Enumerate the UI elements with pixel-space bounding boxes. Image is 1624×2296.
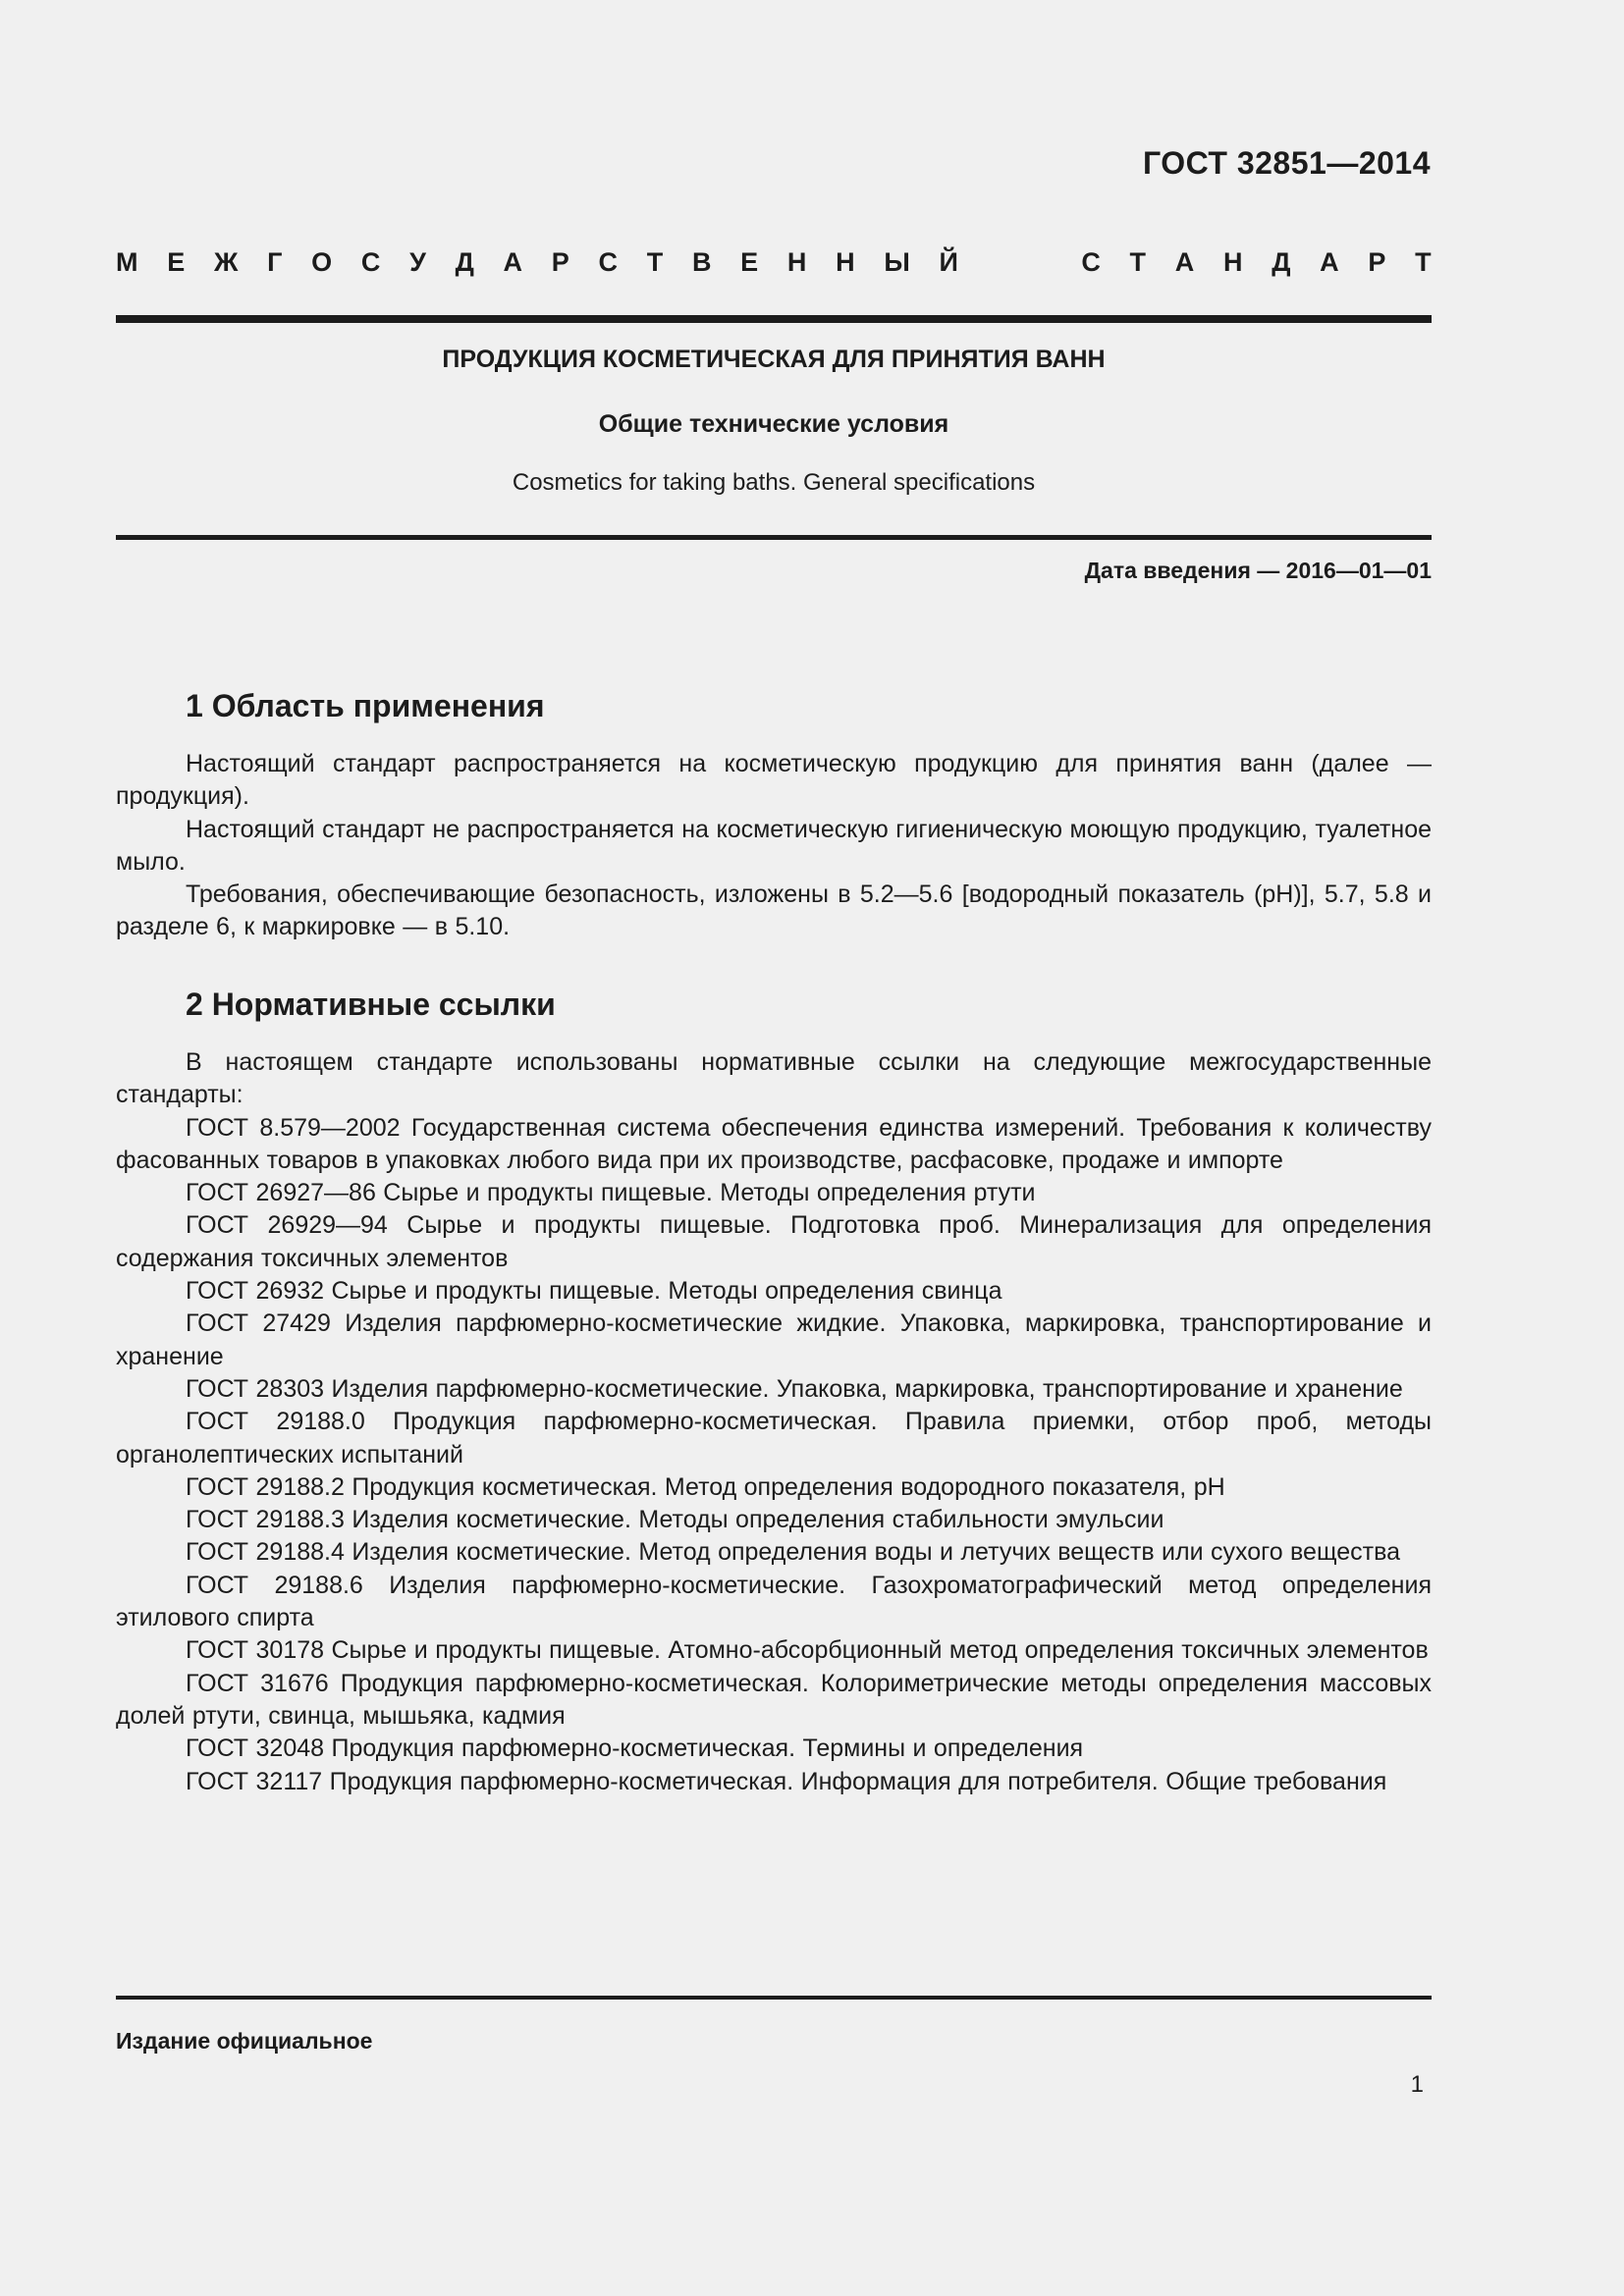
reference-item: ГОСТ 28303 Изделия парфюмерно-косметические. Упаковка, маркировка, транспортирование и хранение xyxy=(186,1374,1403,1403)
reference-item: ГОСТ 26929—94 Сырье и продукты пищевые. Подготовка проб. Минерализация для определения содержания токсичных элементов xyxy=(116,1211,1432,1272)
official-edition-note: Издание официальное xyxy=(116,2028,373,2054)
letter: О xyxy=(311,247,333,277)
title-divider xyxy=(116,535,1432,540)
letter: М xyxy=(116,247,138,277)
section-scope-body xyxy=(116,748,1432,944)
paragraph: В настоящем стандарте использованы нормативные ссылки на следующие межгосударственные стандарты: xyxy=(116,1048,1432,1109)
letter: А xyxy=(1320,247,1339,277)
paragraph: Настоящий стандарт не распространяется на косметическую гигиеническую моющую продукцию, туалетное мыло. xyxy=(116,815,1432,876)
page-number: 1 xyxy=(1410,2071,1424,2098)
reference-item: ГОСТ 31676 Продукция парфюмерно-косметическая. Колориметрические методы определения массовых долей ртути, свинца, мышьяка, кадмия xyxy=(116,1669,1432,1730)
letter: А xyxy=(503,247,523,277)
reference-item: ГОСТ 29188.4 Изделия косметические. Метод определения воды и летучих веществ или сухого вещества xyxy=(186,1538,1401,1567)
reference-item: ГОСТ 29188.0 Продукция парфюмерно-косметическая. Правила приемки, отбор проб, методы органолептических испытаний xyxy=(116,1408,1432,1468)
letter: Ы xyxy=(884,247,910,277)
paragraph: Настоящий стандарт распространяется на косметическую продукцию для принятия ванн (далее — продукция). xyxy=(116,750,1432,811)
letter: Н xyxy=(786,247,807,277)
reference-item: ГОСТ 26932 Сырье и продукты пищевые. Методы определения свинца xyxy=(186,1277,1002,1306)
letter: Г xyxy=(267,247,283,277)
section-heading-normative-references: 2 Нормативные ссылки xyxy=(186,987,556,1022)
paragraph: Требования, обеспечивающие безопасность, изложены в 5.2—5.6 [водородный показатель (рН)], 5.7, 5.8 и разделе 6, к маркировке — в 5.10. xyxy=(116,881,1432,941)
reference-item: ГОСТ 30178 Сырье и продукты пищевые. Атомно-абсорбционный метод определения токсичных элементов xyxy=(186,1636,1429,1665)
section-references-body xyxy=(116,1046,1432,1798)
letter: Н xyxy=(836,247,855,277)
introduction-date: Дата введения — 2016—01—01 xyxy=(1084,558,1432,583)
document-title: ПРОДУКЦИЯ КОСМЕТИЧЕСКАЯ ДЛЯ ПРИНЯТИЯ ВАНН xyxy=(442,346,1106,373)
letter: Р xyxy=(551,247,569,277)
reference-item: ГОСТ 29188.3 Изделия косметические. Методы определения стабильности эмульсии xyxy=(186,1506,1164,1534)
letter: Е xyxy=(167,247,186,277)
document-title-english: Cosmetics for taking baths. General specifications xyxy=(512,469,1036,496)
letter: С xyxy=(360,247,381,277)
letter: У xyxy=(409,247,426,277)
letter: Т xyxy=(1129,247,1147,277)
word-gap xyxy=(988,247,1053,278)
reference-item: ГОСТ 29188.2 Продукция косметическая. Метод определения водородного показателя, рН xyxy=(186,1472,1225,1501)
reference-item: ГОСТ 26927—86 Сырье и продукты пищевые. Методы определения ртути xyxy=(186,1179,1036,1207)
standard-kind-heading xyxy=(116,247,1432,278)
document-number: ГОСТ 32851—2014 xyxy=(1142,145,1431,181)
footer-divider xyxy=(116,1996,1432,2000)
letter: Н xyxy=(1222,247,1243,277)
letter: Й xyxy=(939,247,958,277)
document-subtitle: Общие технические условия xyxy=(598,410,949,438)
letter: Е xyxy=(740,247,759,277)
section-heading-scope: 1 Область применения xyxy=(186,688,545,723)
letter: Д xyxy=(455,247,474,277)
letter: С xyxy=(598,247,618,277)
reference-item: ГОСТ 32048 Продукция парфюмерно-косметическая. Термины и определения xyxy=(186,1735,1084,1763)
letter: Т xyxy=(1415,247,1432,277)
letter: Д xyxy=(1272,247,1291,277)
top-divider xyxy=(116,315,1432,323)
letter: С xyxy=(1081,247,1101,277)
letter: А xyxy=(1174,247,1195,277)
letter: Р xyxy=(1368,247,1386,277)
letter: В xyxy=(691,247,712,277)
reference-item: ГОСТ 29188.6 Изделия парфюмерно-косметические. Газохроматографический метод определения этилового спирта xyxy=(116,1571,1432,1632)
reference-item: ГОСТ 27429 Изделия парфюмерно-косметические жидкие. Упаковка, маркировка, транспортирование и хранение xyxy=(116,1309,1432,1370)
reference-item: ГОСТ 32117 Продукция парфюмерно-косметическая. Информация для потребителя. Общие требования xyxy=(186,1767,1387,1795)
reference-item: ГОСТ 8.579—2002 Государственная система обеспечения единства измерений. Требования к количеству фасованных товаров в упаковках любого вида при их производстве, расфасовке, продаже и импорте xyxy=(116,1113,1432,1174)
letter: Ж xyxy=(213,247,239,277)
letter: Т xyxy=(646,247,664,277)
